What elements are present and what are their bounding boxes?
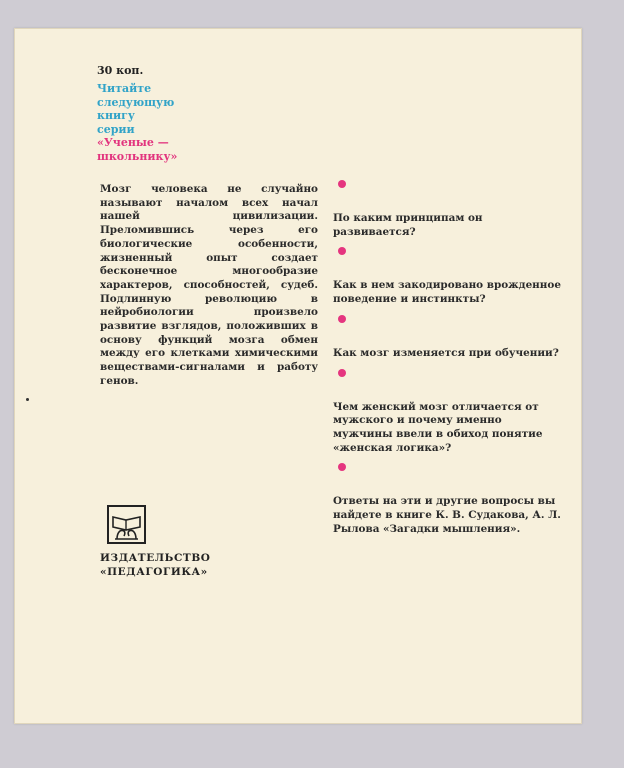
read-next-block — [97, 82, 177, 163]
print-speck — [26, 398, 29, 401]
read-next-line: книгу — [97, 109, 135, 122]
question-item — [333, 247, 563, 306]
answer-item — [333, 463, 563, 536]
intro-paragraph: Мозг человека не случайно называют началом всех начал нашей цивилизации. Преломившись через его биологические особенности, жизненный опыт создает бесконечное многообразие характеров, способностей, судеб. Подлинную революцию в нейробиологии произвело развитие взглядов, положивших в основу функций мозга обмен между его клетками химическими веществами-сигналами и работу генов. — [100, 183, 318, 387]
question-text: По каким принципам он развивается? — [333, 212, 483, 238]
read-next-line: следующую — [97, 95, 175, 109]
series-name-line: «Ученые — — [97, 136, 169, 149]
book-with-hands-icon — [107, 505, 146, 544]
bullet-dot-icon — [338, 369, 346, 377]
question-text: Как в нем закодировано врожденное поведение и инстинкты? — [333, 279, 561, 306]
bullet-dot-icon — [338, 247, 346, 255]
bullet-dot-icon — [338, 180, 346, 188]
question-item — [333, 369, 563, 456]
questions-list — [333, 176, 563, 536]
publisher-name — [100, 552, 211, 579]
answer-text: Ответы на эти и другие вопросы вы найдете в книге К. В. Судакова, А. Л. Рылова «Загадки мышления». — [333, 495, 561, 535]
publisher-line: ИЗДАТЕЛЬСТВО — [100, 552, 211, 564]
read-next-line: Читайте — [97, 82, 152, 95]
publisher-line: «ПЕДАГОГИКА» — [100, 565, 208, 578]
bullet-dot-icon — [338, 315, 346, 323]
bullet-dot-icon — [338, 463, 346, 471]
question-item — [333, 315, 563, 361]
question-text: Чем женский мозг отличается от мужского и почему именно мужчины ввели в обиход понятие «женская логика»? — [333, 400, 543, 454]
price-label: 30 коп. — [97, 64, 144, 77]
question-text: Как мозг изменяется при обучении? — [333, 346, 559, 359]
read-next-line: серии — [97, 122, 135, 136]
question-item — [333, 180, 563, 239]
series-name-line: школьнику» — [97, 149, 178, 163]
